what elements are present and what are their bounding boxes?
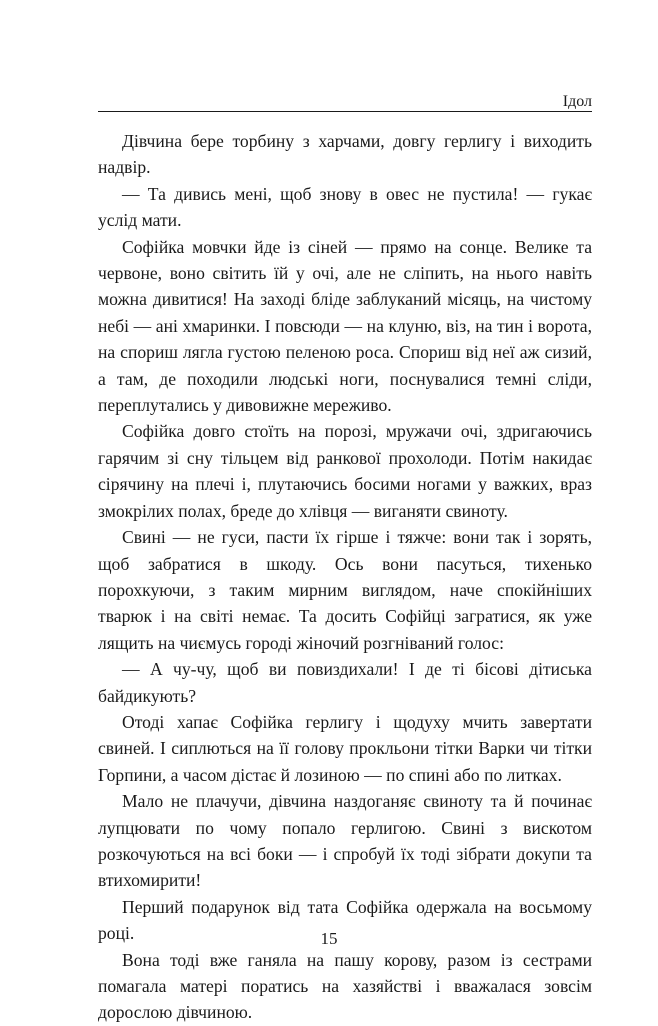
paragraph: Софійка довго стоїть на порозі, мружачи очі, здригаючись гарячим зі сну тільцем від ранкової прохолоди. Потім накидає сірячину на плечі і, плутаючись босими ногами у важких, враз змокрілих полах, бреде до хлівця — виганяти свиноту. [98, 421, 592, 521]
paragraph: Отоді хапає Софійка герлигу і щодуху мчить завертати свиней. І сиплються на її голову прокльони тітки Варки чи тітки Горпини, а часом дістає й лозиною — по спині або по литках. [98, 711, 592, 785]
body-text [98, 128, 592, 1026]
paragraph: — А чу-чу, щоб ви повиздихали! І де ті бісові дітиська байдикують? [98, 659, 592, 706]
paragraph: — Та дивись мені, щоб знову в овес не пустила! — гукає услід мати. [98, 183, 592, 231]
paragraph: Перший подарунок від тата Софійка одержала на восьмому році. [98, 896, 592, 944]
paragraph: Дівчина бере торбину з харчами, довгу герлигу і виходить надвір. [98, 131, 592, 178]
header-rule [98, 111, 592, 112]
paragraph: Мало не плачучи, дівчина наздоганяє свиноту та й починає лупцювати по чому попало герлигою. Свині з вискотом розкочуються на всі боки — і спробуй їх тоді зібрати докупи та втихомирити! [98, 791, 592, 891]
paragraph: Вона тоді вже ганяла на пашу корову, разом із сестрами помагала матері поратись на хазяйстві і вважалася зовсім дорослою дівчиною. [98, 949, 592, 1023]
paragraph: Свині — не гуси, пасти їх гірше і тяжче: вони так і зорять, щоб забратися в шкоду. Ось вони пасуться, тихенько порохкуючи, з таким мирним виглядом, наче спокійніших тварюк і на світі немає. Та досить Софійці загратися, як уже лящить на чиємусь городі жіночий розгніваний голос: [98, 527, 592, 653]
page-number: 15 [320, 929, 338, 948]
running-title: Ідол [562, 93, 592, 110]
paragraph: Софійка мовчки йде із сіней — прямо на сонце. Велике та червоне, воно світить їй у очі, але не сліпить, на нього навіть можна дивитися! На заході бліде заблуканий місяць, на чистому небі — ані хмаринки. І повсюди — на клуню, віз, на тин і ворота, на спориш лягла густою пеленою роса. Спориш від неї аж сизий, а там, де походили людські ноги, поснувалися темні сліди, переплутались у дивовижне мереживо. [98, 236, 592, 416]
